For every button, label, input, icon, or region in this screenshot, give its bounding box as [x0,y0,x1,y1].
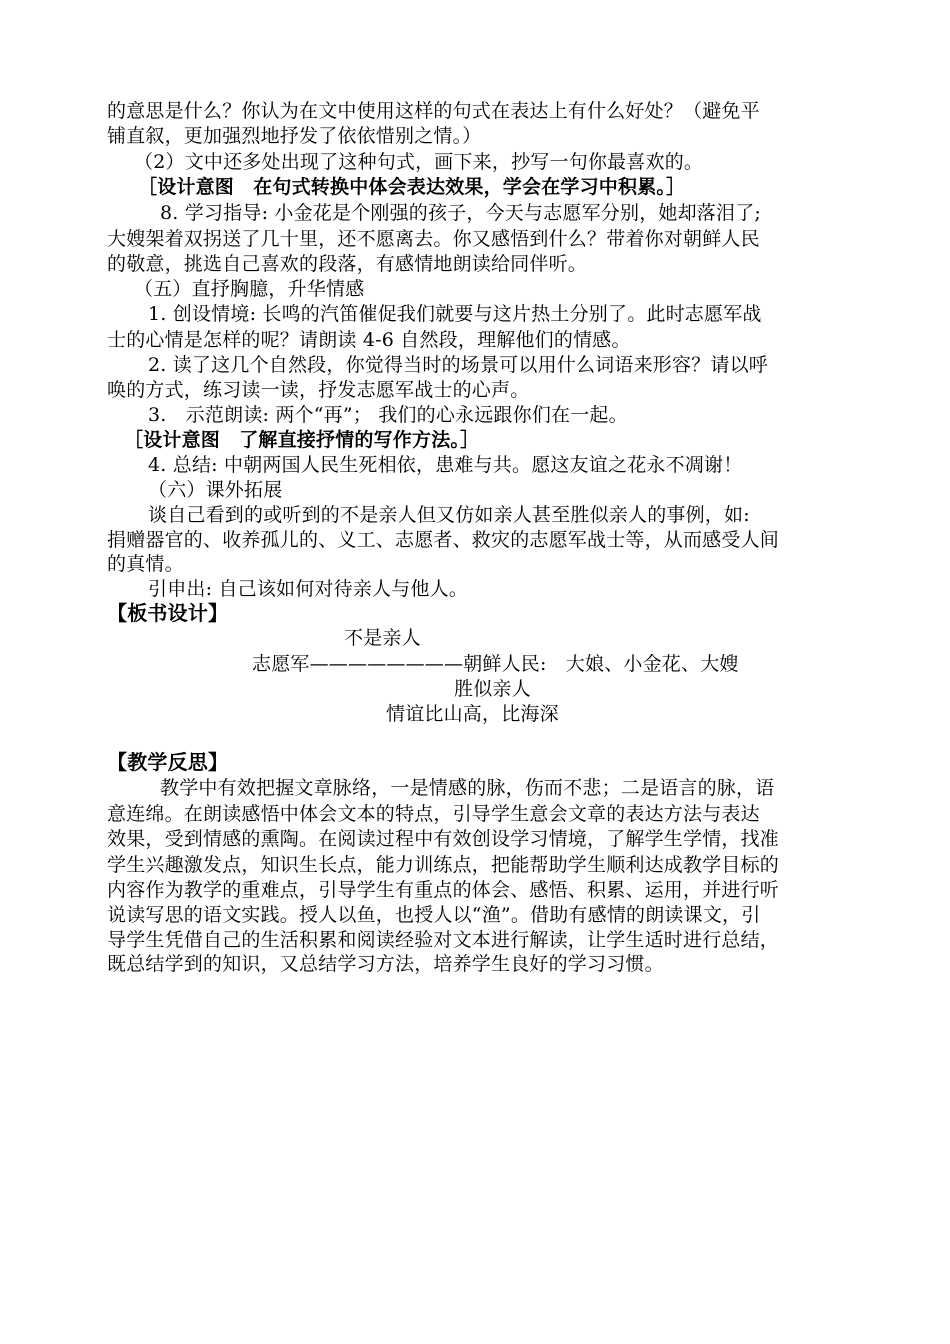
paragraph-line: 的真情。 [107,553,184,575]
paragraph-line: 引申出: 自己该如何对待亲人与他人。 [148,578,469,600]
board-bottom-label: 胜似亲人 [454,678,531,700]
section-heading: （五）直抒胸臆，升华情感 [134,278,365,300]
section-heading: （六）课外拓展 [148,479,283,501]
board-summary: 情谊比山高，比海深 [386,703,559,725]
reflection-heading: 【教学反思】 [107,750,229,774]
paragraph-line: 8. 学习指导: 小金花是个刚强的孩子，今天与志愿军分别，她却落泪了; [160,202,762,224]
paragraph-line: 2. 读了这几个自然段，你觉得当时的场景可以用什么词语来形容？请以呼 [148,354,768,376]
paragraph-line: 铺直叙，更加强烈地抒发了依依惜别之情。） [107,125,482,147]
paragraph-line: 4. 总结: 中朝两国人民生死相依，患难与共。愿这友谊之花永不凋谢！ [148,454,743,476]
design-intent-note: ［设计意图 了解直接抒情的写作方法。］ [124,429,480,451]
paragraph-line: 大嫂架着双拐送了几十里，还不愿离去。你又感悟到什么？带着你对朝鲜人民 [107,228,760,250]
reflection-line: 学生兴趣激发点，知识生长点，能力训练点，把能帮助学生顺利达成教学目标的 [107,854,780,876]
board-design-heading: 【板书设计】 [107,601,229,625]
paragraph-line: 3. 示范朗读: 两个“再”； 我们的心永远跟你们在一起。 [148,404,628,426]
reflection-line: 内容作为教学的重难点，引导学生有重点的体会、感悟、积累、运用，并进行听 [107,879,780,901]
paragraph-line: 捐赠器官的、收养孤儿的、义工、志愿者、救灾的志愿军战士等，从而感受人间 [107,529,780,551]
reflection-line: 导学生凭借自己的生活积累和阅读经验对文本进行解读，让学生适时进行总结， [107,929,780,951]
paragraph-line: 1. 创设情境: 长鸣的汽笛催促我们就要与这片热土分别了。此时志愿军战 [148,303,762,325]
reflection-line: 既总结学到的知识，又总结学习方法，培养学生良好的学习习惯。 [107,953,664,975]
reflection-line: 说读写思的语文实践。授人以鱼，也授人以“渔”。借助有感情的朗读课文，引 [107,904,761,926]
reflection-line: 教学中有效把握文章脉络，一是情感的脉，伤而不悲；二是语言的脉，语 [160,777,775,799]
paragraph-line: 谈自己看到的或听到的不是亲人但又仿如亲人甚至胜似亲人的事例，如: [148,504,750,526]
reflection-line: 意连绵。在朗读感悟中体会文本的特点，引导学生意会文章的表达方法与表达 [107,803,760,825]
paragraph-line: 士的心情是怎样的呢？请朗读 4-6 自然段，理解他们的情感。 [107,329,631,351]
paragraph-line: 唤的方式，练习读一读，抒发志愿军战士的心声。 [107,379,530,401]
board-top-label: 不是亲人 [344,627,421,649]
board-middle-line: 志愿军————————朝鲜人民: 大娘、小金花、大嫂 [252,653,739,675]
design-intent-note: ［设计意图 在句式转换中体会表达效果，学会在学习中积累。］ [138,176,686,198]
paragraph-line: 的意思是什么？你认为在文中使用这样的句式在表达上有什么好处？（避免平 [107,100,760,122]
paragraph-line: （2）文中还多处出现了这种句式，画下来，抄写一句你最喜欢的。 [134,151,704,173]
reflection-line: 效果，受到情感的熏陶。在阅读过程中有效创设学习情境，了解学生学情，找准 [107,828,780,850]
paragraph-line: 的敬意，挑选自己喜欢的段落，有感情地朗读给同伴听。 [107,253,588,275]
